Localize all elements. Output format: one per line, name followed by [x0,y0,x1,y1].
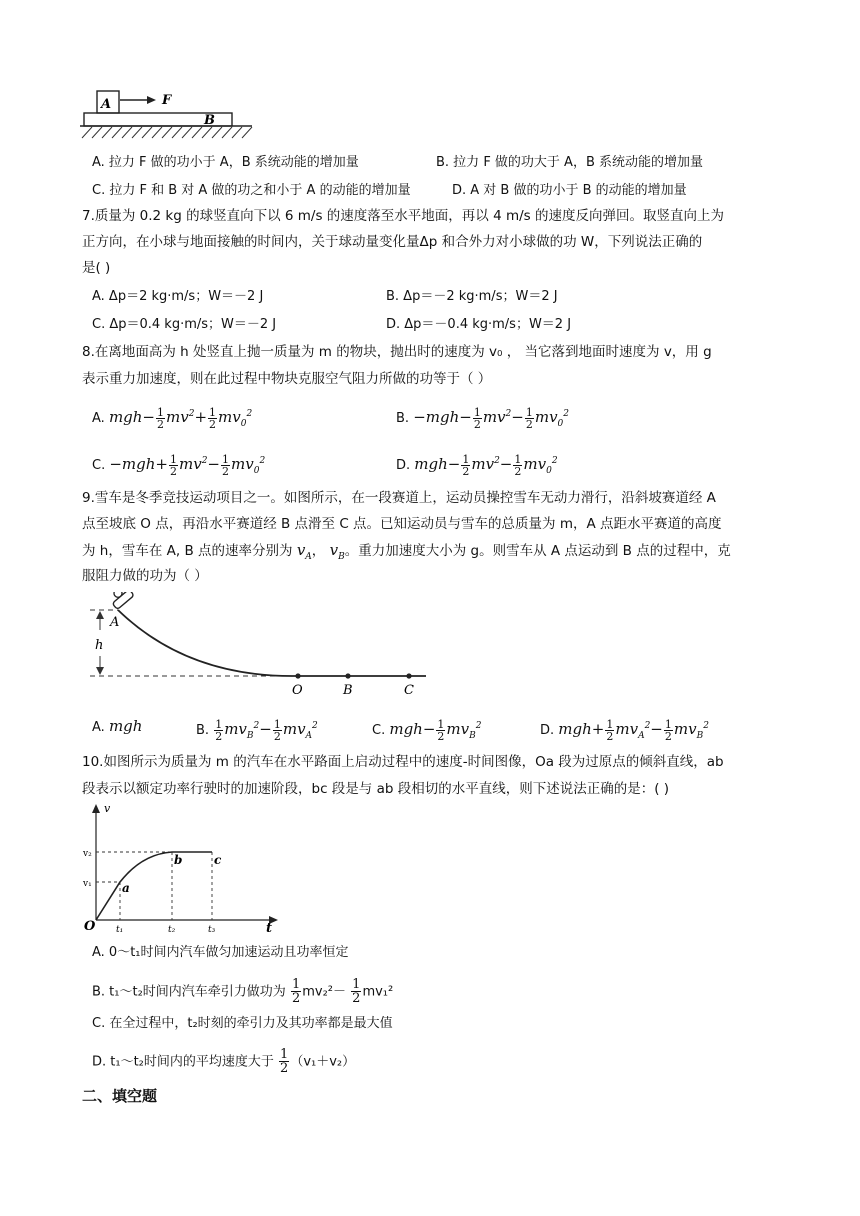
q8-option-b-formula: −mgh− $\frac{1}{2}$ $mv^2-$ $\frac{1}{2}$ $mv_0^2$ [413,405,570,431]
origin-label: O [84,919,96,934]
q9-option-b-formula: $\frac{1}{2}$ $mv_B^2-$ $\frac{1}{2}$ $mv_A^2$ [215,717,318,743]
block-a-label: A [101,97,112,112]
q10-option-b[interactable] [92,978,393,1005]
t1-label: t₁ [116,925,124,935]
q9-stem-line3 [82,540,731,567]
q10-option-c[interactable]: C. 在全过程中，t₂时刻的牵引力及其功率都是最大值 [92,1016,393,1031]
q8-option-c[interactable] [92,451,265,481]
q8-option-c-label: C. [92,458,106,473]
height-h-label: h [95,638,104,653]
q8-option-a[interactable] [92,404,252,434]
v1-label: v₁ [83,879,92,889]
half-fraction: $\frac{1}{2}$ [280,1047,289,1076]
half-fraction: $\frac{1}{2}$ [352,977,361,1006]
q10-option-d-post: （v₁＋v₂） [290,1054,356,1070]
half-fraction: $\frac{1}{2}$ [291,977,301,1006]
q8-stem-line2: 表示重力加速度，则在此过程中物块克服空气阻力所做的功等于（ ） [82,371,492,387]
q9-option-a-formula: mgh [108,717,143,735]
q9-option-c-formula: mgh− $\frac{1}{2}$ $mv_B^2$ [389,717,482,743]
q6-option-d[interactable]: D. A 对 B 做的功小于 B 的动能的增加量 [452,183,687,198]
q7-stem-line2: 正方向，在小球与地面接触的时间内，关于球动量变化量Δp 和合外力对小球做的功 W，下列说法正确的 [82,234,703,250]
q8-option-b-label: B. [396,411,410,426]
va-symbol: $v_A$ [296,541,312,562]
point-c-label: c [214,853,222,867]
q9-option-b-label: B. [196,723,210,738]
vb-symbol: $v_B$ [329,541,345,562]
point-o-label: O [292,683,303,698]
section-heading-fill-in: 二、填空题 [82,1087,158,1105]
q8-option-d-label: D. [396,458,411,473]
q6-option-a[interactable]: A. 拉力 F 做的功小于 A，B 系统动能的增加量 [92,155,359,170]
q9-option-d-formula: mgh+ $\frac{1}{2}$ $mv_A^2-$ $\frac{1}{2}$ $mv_B^2$ [558,717,709,743]
bobsled-track-figure [86,592,436,702]
q8-option-c-formula: −mgh+ $\frac{1}{2}$ $mv^2-$ $\frac{1}{2}$ $mv_0^2$ [109,452,266,478]
axis-v-label: v [104,802,111,815]
q7-option-c[interactable]: C. Δp＝0.4 kg·m/s；W＝－2 J [92,317,277,332]
q10-stem-line1: 10.如图所示为质量为 m 的汽车在水平路面上启动过程中的速度-时间图像，Oa 段为过原点的倾斜直线，ab [82,754,724,770]
q9-stem-line1: 9.雪车是冬季竞技运动项目之一。如图所示，在一段赛道上，运动员操控雪车无动力滑行，沿斜坡赛道经 A [82,490,716,506]
q6-option-c[interactable]: C. 拉力 F 和 B 对 A 做的功之和小于 A 的动能的增加量 [92,183,411,198]
q9-stem-line4: 服阻力做的功为（ ） [82,568,208,584]
q10-option-a[interactable]: A. 0～t₁时间内汽车做匀加速运动且功率恒定 [92,945,349,960]
q10-option-b-pre: B. t₁～t₂时间内汽车牵引力做功为 [92,984,286,1000]
q9-option-a[interactable] [92,716,142,738]
q10-option-b-mid: mv₂²－ [302,984,347,1000]
q9-option-d-label: D. [540,723,555,738]
q10-stem-line2: 段表示以额定功率行驶时的加速阶段，bc 段是与 ab 段相切的水平直线，则下述说法正确的是：( ) [82,781,670,797]
q8-option-a-formula: mgh− $\frac{1}{2}$ $mv^2+$ $\frac{1}{2}$ $mv_0^2$ [108,405,253,431]
point-a-label: A [110,615,120,630]
q7-stem-line1: 7.质量为 0.2 kg 的球竖直向下以 6 m/s 的速度落至水平地面，再以 4 m/s 的速度反向弹回。取竖直向上为 [82,208,725,224]
q8-option-d-formula: mgh− $\frac{1}{2}$ $mv^2-$ $\frac{1}{2}$ $mv_0^2$ [414,452,558,478]
q9-option-c-label: C. [372,723,386,738]
q8-option-a-label: A. [92,411,105,426]
q8-stem-line1: 8.在离地面高为 h 处竖直上抛一质量为 m 的物块，抛出时的速度为 v₀ ， 当它落到地面时速度为 v，用 g [82,344,712,360]
force-f-label: F [162,93,172,108]
q9-option-b[interactable] [196,716,318,746]
q9-option-a-label: A. [92,720,105,735]
q9-option-d[interactable] [540,716,709,746]
q7-option-d[interactable]: D. Δp＝－0.4 kg·m/s；W＝2 J [386,317,572,332]
q7-option-a[interactable]: A. Δp＝2 kg·m/s；W＝－2 J [92,289,264,304]
point-b-label: b [174,853,183,867]
q7-stem-line3: 是( ) [82,260,111,276]
point-b-label: B [343,683,353,698]
t2-label: t₂ [168,925,176,935]
point-a-label: a [122,881,130,895]
block-diagram-figure [80,86,260,142]
q9-option-c[interactable] [372,716,481,746]
q9-stem-line2: 点至坡底 O 点，再沿水平赛道经 B 点滑至 C 点。已知运动员与雪车的总质量为 m，A 点距水平赛道的高度 [82,516,722,532]
axis-t-label: t [266,921,273,936]
q10-option-b-post: mv₁² [362,984,394,1000]
velocity-time-graph [82,800,282,936]
q10-option-d[interactable] [92,1048,355,1075]
q6-option-b[interactable]: B. 拉力 F 做的功大于 A，B 系统动能的增加量 [436,155,704,170]
q8-option-b[interactable] [396,404,569,434]
q9-stem-line3b: ， [311,543,326,559]
q9-stem-line3a: 为 h，雪车在 A, B 点的速率分别为 [82,543,293,559]
q7-option-b[interactable]: B. Δp＝－2 kg·m/s；W＝2 J [386,289,558,304]
block-b-label: B [204,113,215,128]
point-c-label: C [404,683,414,698]
q8-option-d[interactable] [396,451,558,481]
v2-label: v₂ [83,849,92,859]
t3-label: t₃ [208,925,216,935]
q9-stem-line3c: 。重力加速度大小为 g。则雪车从 A 点运动到 B 点的过程中，克 [344,543,731,559]
q10-option-d-pre: D. t₁～t₂时间内的平均速度大于 [92,1054,274,1070]
